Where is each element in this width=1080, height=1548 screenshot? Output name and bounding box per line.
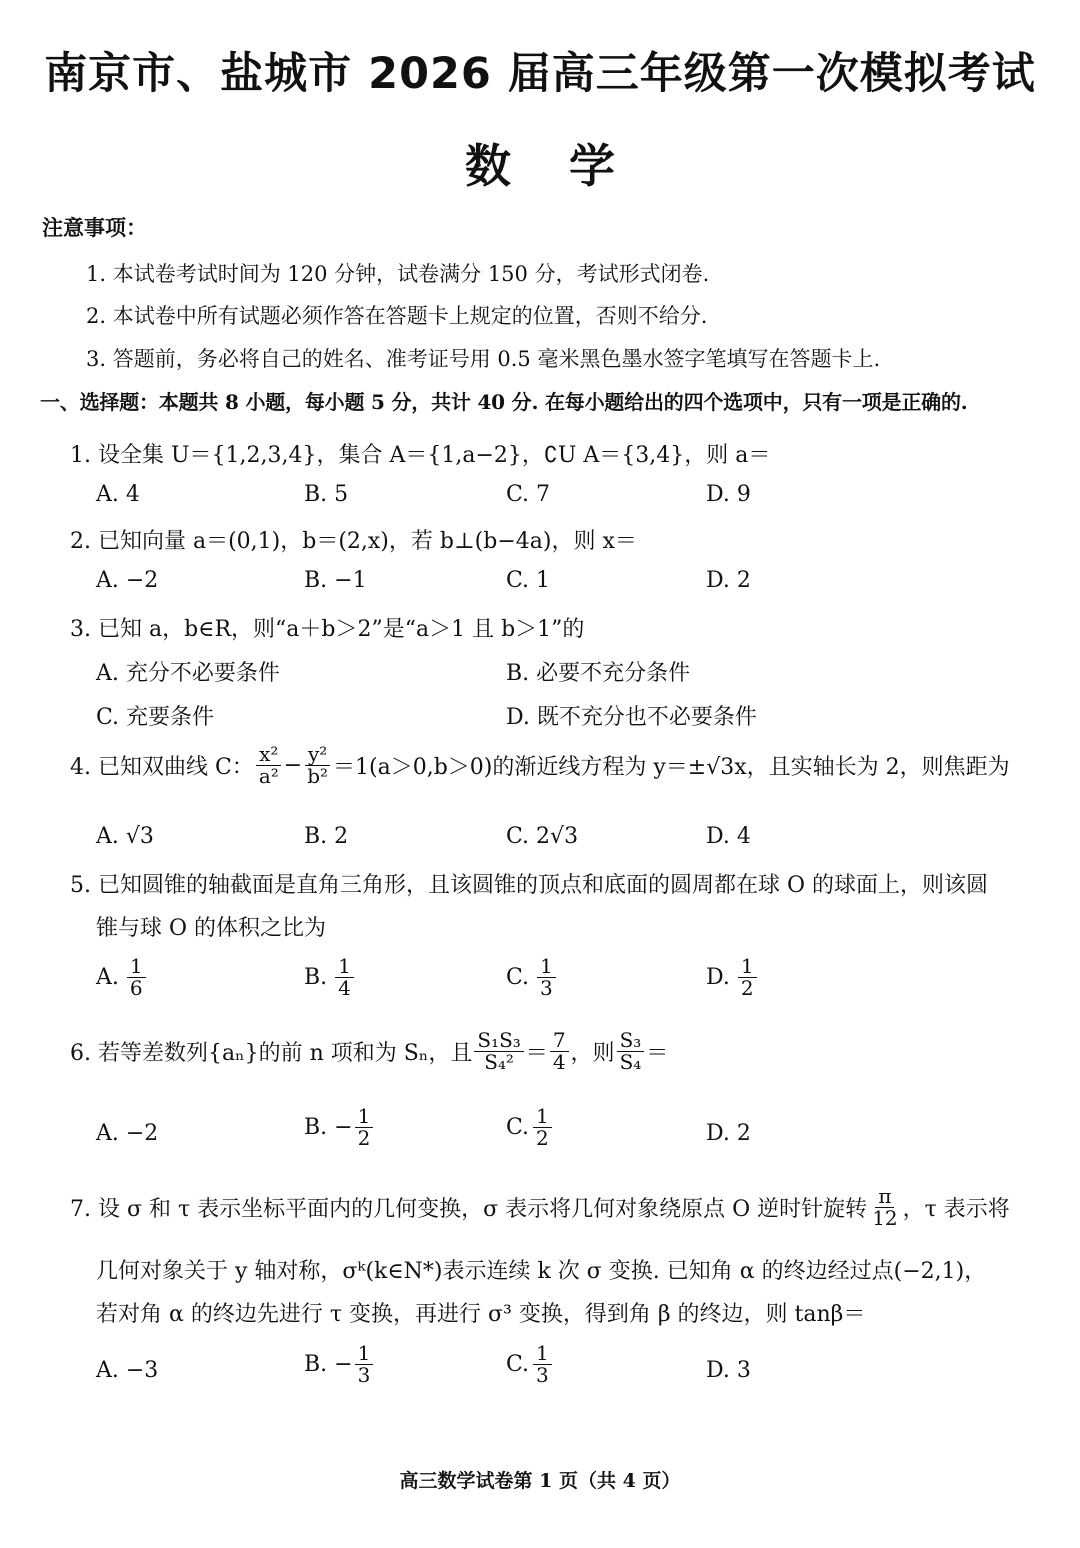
question-6-stem: 6. 若等差数列{aₙ}的前 n 项和为 Sₙ，且 $\frac{\text{S₁S₃}}{\text{S₄²}}$ ＝ $\frac{7}{4}$ ，则 $\frac{\text{S₃}}{\text{S₄}}$ ＝ [70,1028,669,1074]
q6-option-b-fraction: $\frac{1}{2}$ [355,1106,374,1149]
q2-option-b: B. −1 [304,568,367,593]
q7-option-b-fraction: $\frac{1}{3}$ [355,1343,374,1386]
q4-stem-post: ＝1(a＞0,b＞0)的渐近线方程为 y＝±√3x，且实轴长为 2，则焦距为 [333,755,1010,780]
question-7-stem-line3: 若对角 α 的终边先进行 τ 变换，再进行 σ³ 变换，得到角 β 的终边，则 tanβ＝ [96,1302,866,1327]
q4-fraction-x [256,744,282,787]
question-5-stem-line1: 5. 已知圆锥的轴截面是直角三角形，且该圆锥的顶点和底面的圆周都在球 O 的球面上，则该圆 [70,873,989,898]
q4-option-c: C. 2√3 [506,824,579,849]
q6-option-c-fraction: $\frac{1}{2}$ [533,1106,552,1149]
q6-option-d: D. 2 [706,1121,751,1146]
notice-item: 1. 本试卷考试时间为 120 分钟，试卷满分 150 分，考试形式闭卷. [86,262,710,286]
notice-heading: 注意事项： [42,215,147,240]
question-1-stem: 1. 设全集 U＝{1,2,3,4}，集合 A＝{1,a−2}，∁U A＝{3,4}，则 a＝ [70,443,771,468]
q6-option-b: B. − $\frac{1}{2}$ [304,1106,375,1149]
q3-option-d: D. 既不充分也不必要条件 [506,705,757,730]
q3-option-c: C. 充要条件 [96,705,215,730]
q1-option-c: C. 7 [506,482,551,507]
q6-fraction-2: $\frac{7}{4}$ [550,1030,569,1073]
question-3-stem: 3. 已知 a，b∈R，则“a＋b＞2”是“a＞1 且 b＞1”的 [70,617,585,642]
q1-option-a: A. 4 [96,482,140,507]
q4-option-b: B. 2 [304,824,349,849]
q6-option-c: C. $\frac{1}{2}$ [506,1106,554,1149]
q4-option-a: A. √3 [96,824,154,849]
q5-option-a: A. $\frac{1}{6}$ [96,956,148,999]
q5-option-d-fraction: $\frac{1}{2}$ [738,956,757,999]
q5-option-b-fraction: $\frac{1}{4}$ [335,956,354,999]
q4-frac1-den: a² [258,764,279,788]
q3-option-b: B. 必要不充分条件 [506,661,691,686]
q1-option-d: D. 9 [706,482,751,507]
q5-option-b: B. $\frac{1}{4}$ [304,956,356,999]
q3-option-a: A. 充分不必要条件 [96,661,280,686]
q2-option-c: C. 1 [506,568,551,593]
notice-item: 2. 本试卷中所有试题必须作答在答题卡上规定的位置，否则不给分. [86,304,708,328]
q6-fraction-1: $\frac{\text{S₁S₃}}{\text{S₄²}}$ [474,1030,523,1073]
q4-frac2-num: y² [305,744,330,766]
q4-option-d: D. 4 [706,824,751,849]
q2-option-a: A. −2 [96,568,159,593]
q7-option-a: A. −3 [96,1358,159,1383]
page-footer: 高三数学试卷第 1 页（共 4 页） [399,1470,681,1492]
q4-fraction-y [304,744,331,787]
q7-option-b: B. − $\frac{1}{3}$ [304,1343,375,1386]
q4-stem-pre: 4. 已知双曲线 C： [70,755,254,780]
q6-option-a: A. −2 [96,1121,159,1146]
section-heading: 一、选择题：本题共 8 小题，每小题 5 分，共计 40 分. 在每小题给出的四个选项中，只有一项是正确的. [40,390,968,414]
q6-fraction-3: $\frac{\text{S₃}}{\text{S₄}}$ [617,1030,645,1073]
question-7-stem-line2: 几何对象关于 y 轴对称，σᵏ(k∈N*)表示连续 k 次 σ 变换. 已知角 α 的终边经过点(−2,1)， [96,1259,987,1284]
q4-frac1-num: x² [256,744,281,766]
q4-frac2-den: b² [307,764,329,788]
q5-option-a-fraction: $\frac{1}{6}$ [127,956,146,999]
q7-option-d: D. 3 [706,1358,751,1383]
q5-option-c-fraction: $\frac{1}{3}$ [537,956,556,999]
question-2-stem: 2. 已知向量 a＝(0,1)，b＝(2,x)，若 b⊥(b−4a)，则 x＝ [70,529,637,554]
q1-option-b: B. 5 [304,482,349,507]
q7-option-c-fraction: $\frac{1}{3}$ [533,1343,552,1386]
q7-option-c: C. $\frac{1}{3}$ [506,1343,554,1386]
q5-option-d: D. $\frac{1}{2}$ [706,956,759,999]
question-4-stem [70,744,1010,787]
question-7-stem-line1: 7. 设 σ 和 τ 表示坐标平面内的几何变换，σ 表示将几何对象绕原点 O 逆时针旋转 $\frac{\pi}{12}$ ，τ 表示将 [70,1184,1010,1230]
q5-option-c: C. $\frac{1}{3}$ [506,956,558,999]
q2-option-d: D. 2 [706,568,751,593]
q4-minus: − [283,753,303,778]
question-5-stem-line2: 锥与球 O 的体积之比为 [96,916,327,941]
subject-title: 数学 [465,139,673,193]
notice-item: 3. 答题前，务必将自己的姓名、准考证号用 0.5 毫米黑色墨水签字笔填写在答题卡上. [86,347,881,371]
exam-title: 南京市、盐城市 2026 届高三年级第一次模拟考试 [44,49,1036,99]
q7-fraction-pi-12: $\frac{\pi}{12}$ [872,1184,898,1230]
